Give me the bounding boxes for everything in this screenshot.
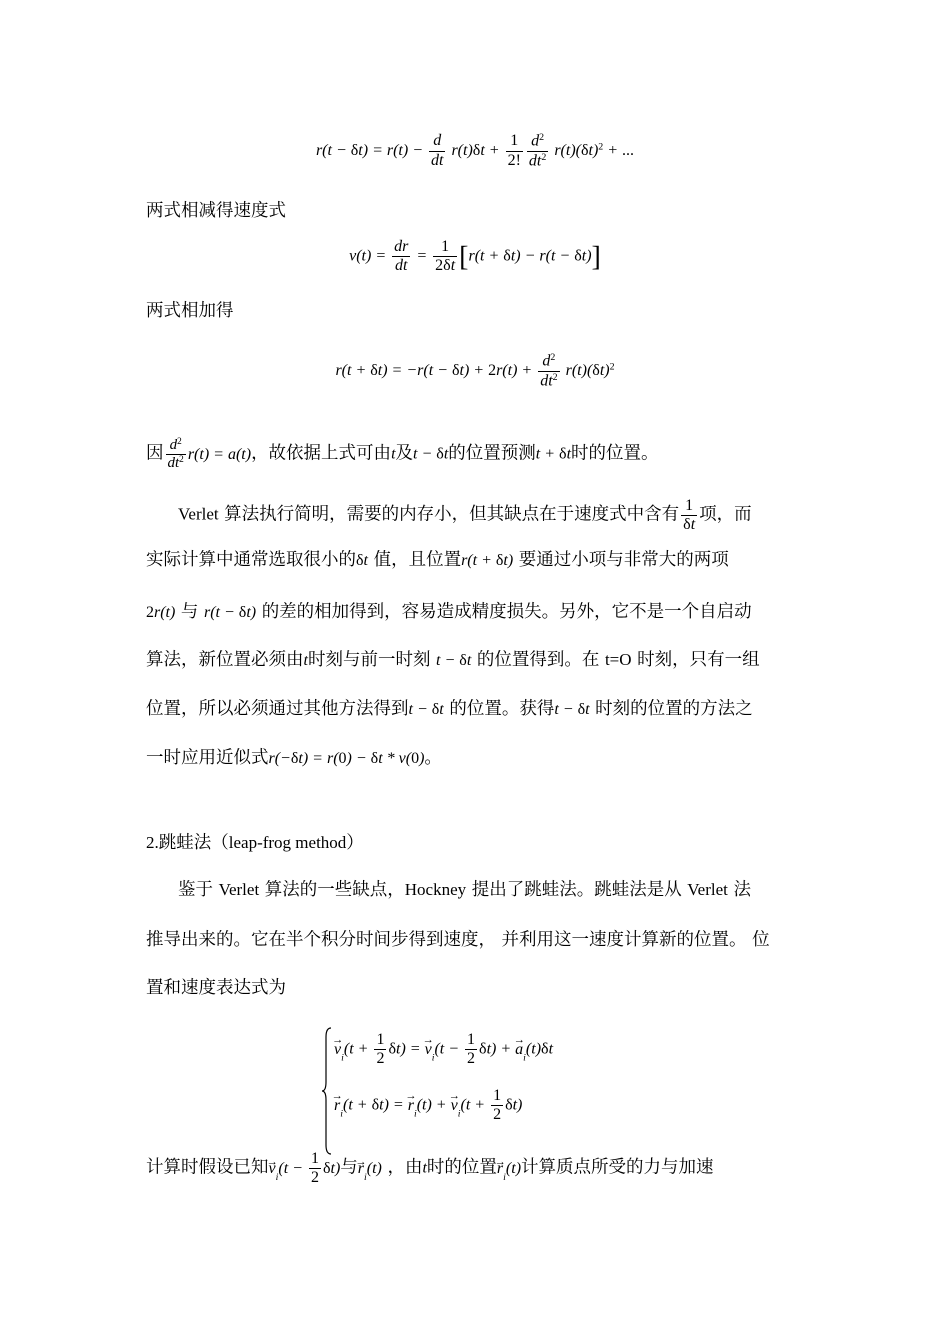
paragraph-line-4: 2r(t) 与 r(t − δt) 的差的相加得到，容易造成精度损失。另外，它不是一个自启动 <box>146 602 752 622</box>
add-caption: 两式相加得 <box>146 301 234 321</box>
equation-leapfrog-position: → $r_i(t + \delta t)$ = → $r_i(t)$ + → $v_i(t$ + $\frac{1}{2}$ δt) <box>334 1087 522 1125</box>
equation-leapfrog-velocity: → $v_i(t$ + $\frac{1}{2}$ δt) = → $v_i(t$ − $\frac{1}{2}$ δt) + → $a_i(t)\delta t$ <box>334 1031 553 1069</box>
paragraph-verlet-intro: Verlet 算法执行简明，需要的内存小，但其缺点在于速度式中含有 $\frac{1}{\delta t}$ 项，而 <box>178 497 752 534</box>
paragraph-line-3: 实际计算中通常选取很小的δt 值，且位置r(t + δt) 要通过小项与非常大的两项 <box>146 550 729 570</box>
paragraph-line-6: 位置，所以必须通过其他方法得到t − δt 的位置。获得t − δt 时刻的位置的方法之 <box>146 699 753 719</box>
paragraph-line-5: 算法，新位置必须由t时刻与前一时刻 t − δt 的位置得到。在 t=O 时刻，只有一组 <box>146 650 760 670</box>
paragraph-line-9: 推导出来的。它在半个积分时间步得到速度， 并利用这一速度计算新的位置。 位 <box>146 930 770 950</box>
paragraph-line-10: 置和速度表达式为 <box>146 978 286 998</box>
paragraph-line-11: 计算时假设已知→ $v_i(t$ − $\frac{1}{2}$ δt)与→ $r_i(t)$ ，由t时的位置→ $r_i(t)$计算质点所受的力与加速 <box>146 1150 811 1190</box>
paragraph-acceleration: 因 $\frac{d^2}{dt^2}$ r(t) = a(t)，故依据上式可由t及t − δt的位置预测t + δt时的位置。 <box>146 437 659 472</box>
equation-system-leapfrog <box>322 1025 622 1155</box>
subtract-caption: 两式相减得速度式 <box>146 201 286 221</box>
left-brace <box>322 1027 332 1155</box>
paragraph-line-7: 一时应用近似式r(−δt) = r(0) − δt * v(0)。 <box>146 748 442 768</box>
paragraph-hockney: 鉴于 Verlet 算法的一些缺点，Hockney 提出了跳蛙法。跳蛙法是从 Verlet 法 <box>178 880 751 900</box>
equation-velocity: v(t) = $\frac{dr}{dt}$ = $\frac{1}{2\delta t}$ [r(t + δt) − r(t − δt)] <box>349 238 601 275</box>
equation-position-sum: r(t + δt) = −r(t − δt) + 2r(t) + $\frac{d^2}{dt^2}$ $r(t)(\delta t)^2$ <box>335 352 615 390</box>
equation-backward-expansion: r(t − δt) = r(t) − $\frac{d}{dt}$ r(t)δt + $\frac{1}{2!}$ $\frac{d^2}{dt^2}$ $r(t)(\delta t)^2$ + ... <box>315 132 635 170</box>
section-heading-leapfrog: 2.跳蛙法（leap-frog method） <box>146 833 364 853</box>
